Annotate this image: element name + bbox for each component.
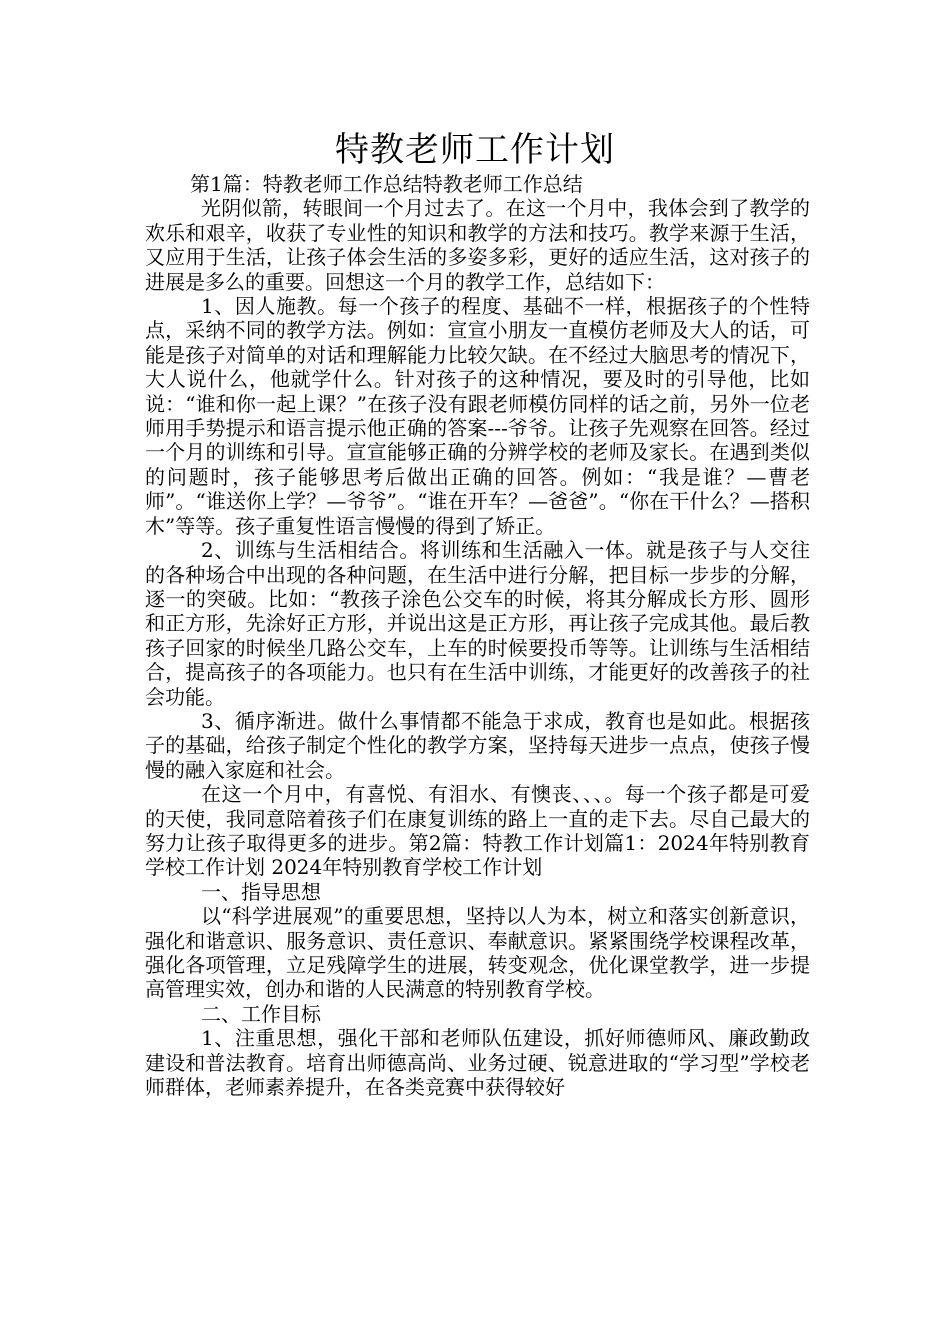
paragraph-intro: 光阴似箭，转眼间一个月过去了。在这一个月中，我体会到了教学的欢乐和艰辛，收获了专业性的知识和教学的方法和技巧。教学来源于生活，又应用于生活，让孩子体会生活的多姿多彩，更好的适应生活，这对孩子的进展是多么的重要。回想这一个月的教学工作，总结如下： <box>145 196 810 294</box>
paragraph-work-goal-1: 1、注重思想，强化干部和老师队伍建设，抓好师德师风、廉政勤政建设和普法教育。培育出师德高尚、业务过硬、锐意进取的“学习型”学校老师群体，老师素养提升，在各类竞赛中获得较好 <box>145 1026 810 1100</box>
heading-guiding-thought: 一、指导思想 <box>201 879 321 904</box>
heading-work-goals: 二、工作目标 <box>201 1001 321 1026</box>
paragraph-guiding-thought: 以“科学进展观”的重要思想，坚持以人为本，树立和落实创新意识，强化和谐意识、服务意识、责任意识、奉献意识。紧紧围绕学校课程改革，强化各项管理，立足残障学生的进展，转变观念，优化课堂教学，进一步提高管理实效，创办和谐的人民满意的特别教育学校。 <box>145 904 810 1002</box>
paragraph-point-2: 2、训练与生活相结合。将训练和生活融入一体。就是孩子与人交往的各种场合中出现的各种问题，在生活中进行分解，把目标一步步的分解，逐一的突破。比如：“教孩子涂色公交车的时候，将其分解成长方形、圆形和正方形，先涂好正方形，并说出这是正方形，再让孩子完成其他。最后教孩子回家的时候坐几路公交车，上车的时候要投币等等。让训练与生活相结合，提高孩子的各项能力。也只有在生活中训练，才能更好的改善孩子的社会功能。 <box>145 538 810 709</box>
document-title: 特教老师工作计划 <box>335 130 615 170</box>
paragraph-conclusion: 在这一个月中，有喜悦、有泪水、有懊丧、、、。每一个孩子都是可爱的天使，我同意陪着孩子们在康复训练的路上一直的走下去。尽自己最大的努力让孩子取得更多的进步。第2篇：特教工作计划篇1：2024年特别教育学校工作计划 2024年特别教育学校工作计划 <box>145 782 810 880</box>
paragraph-point-1: 1、因人施教。每一个孩子的程度、基础不一样，根据孩子的个性特点，采纳不同的教学方法。例如：宣宣小朋友一直模仿老师及大人的话，可能是孩子对简单的对话和理解能力比较欠缺。在不经过大脑思考的情况下，大人说什么，他就学什么。针对孩子的这种情况，要及时的引导他，比如说：“谁和你一起上课？”在孩子没有跟老师模仿同样的话之前，另外一位老师用手势提示和语言提示他正确的答案---爷爷。让孩子先观察在回答。经过一个月的训练和引导。宣宣能够正确的分辨学校的老师及家长。在遇到类似的问题时，孩子能够思考后做出正确的回答。例如：“我是谁？—曹老师”。“谁送你上学？—爷爷”。“谁在开车？—爸爸”。“你在干什么？—搭积木”等等。孩子重复性语言慢慢的得到了矫正。 <box>145 294 810 538</box>
section-heading: 第1篇：特教老师工作总结特教老师工作总结 <box>190 172 583 196</box>
document-body <box>145 172 810 1099</box>
paragraph-point-3: 3、循序渐进。做什么事情都不能急于求成，教育也是如此。根据孩子的基础，给孩子制定个性化的教学方案，坚持每天进步一点点，使孩子慢慢的融入家庭和社会。 <box>145 708 810 782</box>
